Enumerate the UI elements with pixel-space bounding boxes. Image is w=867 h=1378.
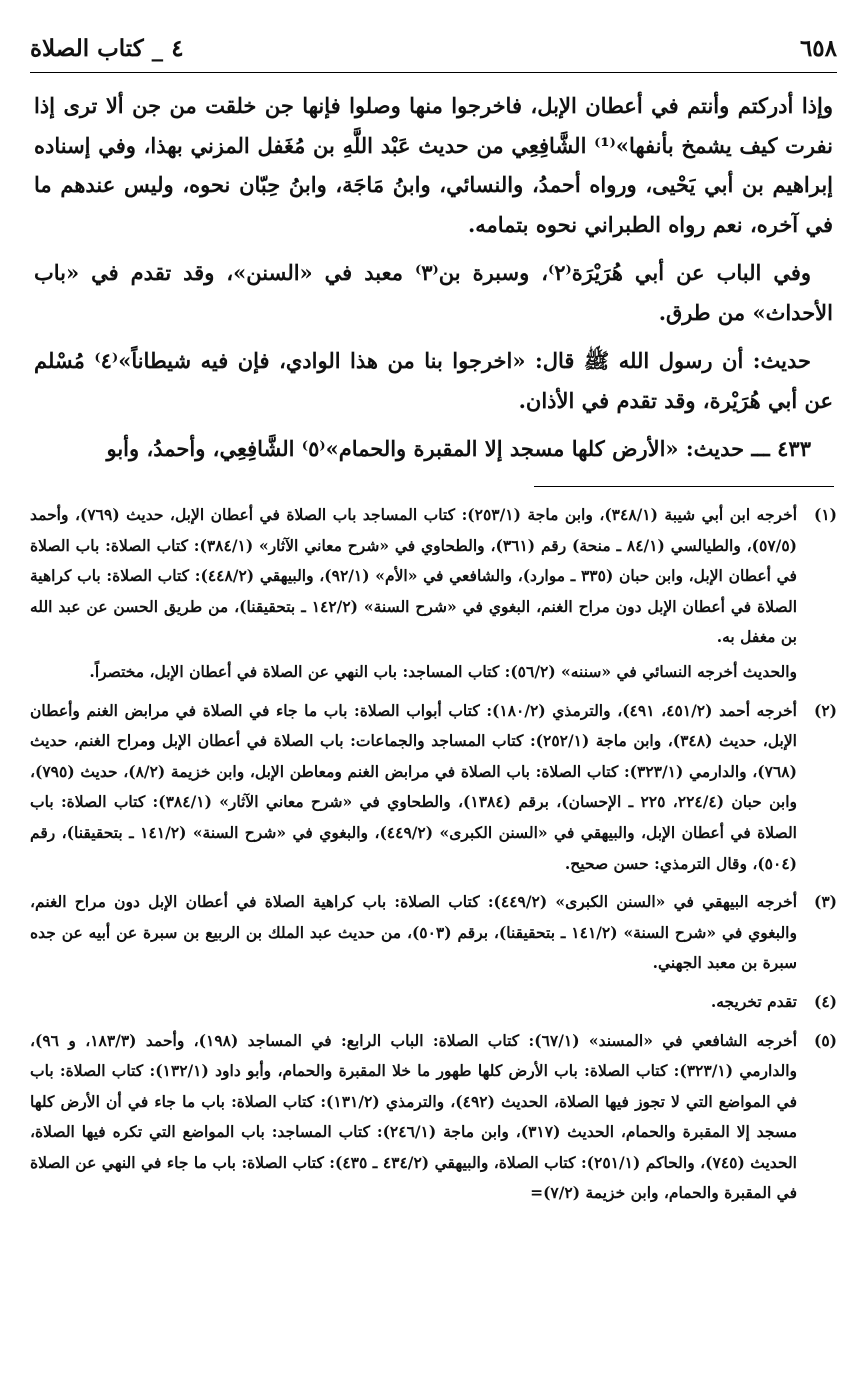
footnote-text: أخرجه الشافعي في «المسند» (٦٧/١): كتاب الصلاة: الباب الرابع: في المساجد (١٩٨)، وأحمد (١٨٣/٣، و ٩٦)، والدارمي (٣٢٣/١): كتاب الصلاة: باب الأرض كلها طهور ما خلا المقبرة والحمام، وأبو داود (١٣٢/١): كتاب الصلاة: باب في المواضع التي لا تجوز فيها الصلاة، الحديث (٤٩٢)، والترمذي (١٣١/٢): كتاب الصلاة: باب ما جاء في أن الأرض كلها مسجد إلا المقبرة والحمام، الحديث (٣١٧)، وابن ماجة (٢٤٦/١): كتاب المساجد: باب المواضع التي تكره فيها الصلاة، الحديث (٧٤٥)، والحاكم (٢٥١/١): كتاب الصلاة، والبيهقي (٤٣٤/٢ ـ ٤٣٥): كتاب الصلاة: باب ما جاء في النهي عن الصلاة في المقبرة والحمام، وابن خزيمة (٧/٢)= — [30, 1030, 798, 1203]
footnote-text: تقدم تخريجه. — [710, 991, 797, 1011]
footnote-number: (٤) — [813, 991, 837, 1011]
main-paragraph-3: حديث: أن رسول الله ﷺ قال: «اخرجوا بنا من هذا الوادي، فإن فيه شيطاناً»⁽٤⁾ مُسْلم عن أبي هُرَيْرة، وقد تقدم في الأذان. — [34, 348, 833, 413]
chapter-title: ٤ _ كتاب الصلاة — [30, 34, 184, 62]
footnotes — [30, 500, 837, 1217]
footnote-text: أخرجه أحمد (٤٥١/٢، ٤٩١)، والترمذي (١٨٠/٢): كتاب أبواب الصلاة: باب ما جاء في الصلاة في مرابض الغنم وأعطان الإبل، حديث (٣٤٨)، وابن ماجة (٢٥٢/١): كتاب المساجد والجماعات: باب الصلاة في أعطان الإبل ومراح الغنم، حديث (٧٦٨)، والدارمي (٣٢٣/١): كتاب الصلاة: باب الصلاة في مرابض الغنم ومعاطن الإبل، وابن خزيمة (٨/٢)، حديث (٧٩٥)، وابن حبان (٢٢٤/٤، ٢٢٥ ـ الإحسان)، برقم (١٣٨٤)، والطحاوي في «شرح معاني الآثار» (٣٨٤/١): كتاب الصلاة: باب الصلاة في أعطان الإبل، والبيهقي في «السنن الكبرى» (٤٤٩/٢)، والبغوي في «شرح السنة» (١٤١/٢ ـ بتحقيقنا)، رقم (٥٠٤)، وقال الترمذي: حسن صحيح. — [30, 700, 797, 873]
footnote-4 — [30, 987, 837, 1022]
footnote-text: أخرجه البيهقي في «السنن الكبرى» (٤٤٩/٢): كتاب الصلاة: باب كراهية الصلاة في أعطان الإبل دون مراح الغنم، والبغوي في «شرح السنة» (١٤١/٢ ـ بتحقيقنا)، برقم (٥٠٣)، من حديث عبد الملك بن الربيع بن سبرة عن أبيه عن جده سبرة بن معبد الجهني. — [30, 892, 797, 973]
footnote-number: (٢) — [813, 700, 837, 720]
hadith-433: ٤٣٣ ـــ حديث: «الأرض كلها مسجد إلا المقبرة والحمام»⁽٥⁾ الشَّافِعِي، وأحمدُ، وأبو — [106, 436, 811, 461]
footnote-5 — [30, 1026, 837, 1214]
footnote-text: أخرجه ابن أبي شيبة (٣٤٨/١)، وابن ماجة (٢٥٣/١): كتاب المساجد باب الصلاة في أعطان الإبل، حديث (٧٦٩)، وأحمد (٥٧/٥)، والطيالسي (٨٤/١ ـ منحة) رقم (٣٦١)، والطحاوي في «شرح معاني الآثار» (٣٨٤/١): كتاب الصلاة: باب الصلاة في أعطان الإبل، وابن حبان (٣٣٥ ـ موارد)، والشافعي في «الأم» (٩٢/١)، والبيهقي (٤٤٨/٢): كتاب الصلاة: باب كراهية الصلاة في أعطان الإبل دون مراح الغنم، البغوي في «شرح السنة» (١٤٢/٢ ـ بتحقيقنا)، من طريق الحسن عن عبد الله بن مغفل به. — [30, 505, 797, 647]
page-number: ٦٥٨ — [799, 34, 837, 62]
footnote-3 — [30, 887, 837, 983]
footnote-2 — [30, 696, 837, 884]
page-header — [30, 30, 837, 66]
main-paragraph-2: وفي الباب عن أبي هُرَيْرَة⁽٢⁾، وسبرة بن⁽٣⁾ معبد في «السنن»، وقد تقدم في «باب الأحداث» من طرق. — [34, 260, 833, 325]
header-divider — [30, 72, 837, 73]
footnote-text: والحديث أخرجه النسائي في «سننه» (٥٦/٢): كتاب المساجد: باب النهي عن الصلاة في أعطان الإبل، مختصراً. — [89, 661, 797, 681]
main-paragraph-1: وإذا أدركتم وأنتم في أعطان الإبل، فاخرجوا منها وصلوا فإنها جن خلقت من جن ألا ترى إذا نفرت كيف يشمخ بأنفها»⁽¹⁾ الشَّافِعِي من حديث عَبْد اللَّهِ بن مُغَفل المزني بهذا، وفي إسناده إبراهيم بن أبي يَحْيى، ورواه أحمدُ، والنسائي، وابنُ مَاجَة، وابنُ حِبّان نحوه، وليس عندهم ما في آخره، نعم رواه الطبراني نحوه بتمامه. — [34, 93, 833, 237]
footnote-number: (٥) — [813, 1030, 837, 1050]
footnote-number: (٣) — [813, 892, 837, 912]
footnote-number: (١) — [813, 505, 837, 524]
main-text — [34, 86, 833, 478]
footnote-divider — [534, 486, 834, 487]
footnote-1 — [30, 500, 837, 692]
